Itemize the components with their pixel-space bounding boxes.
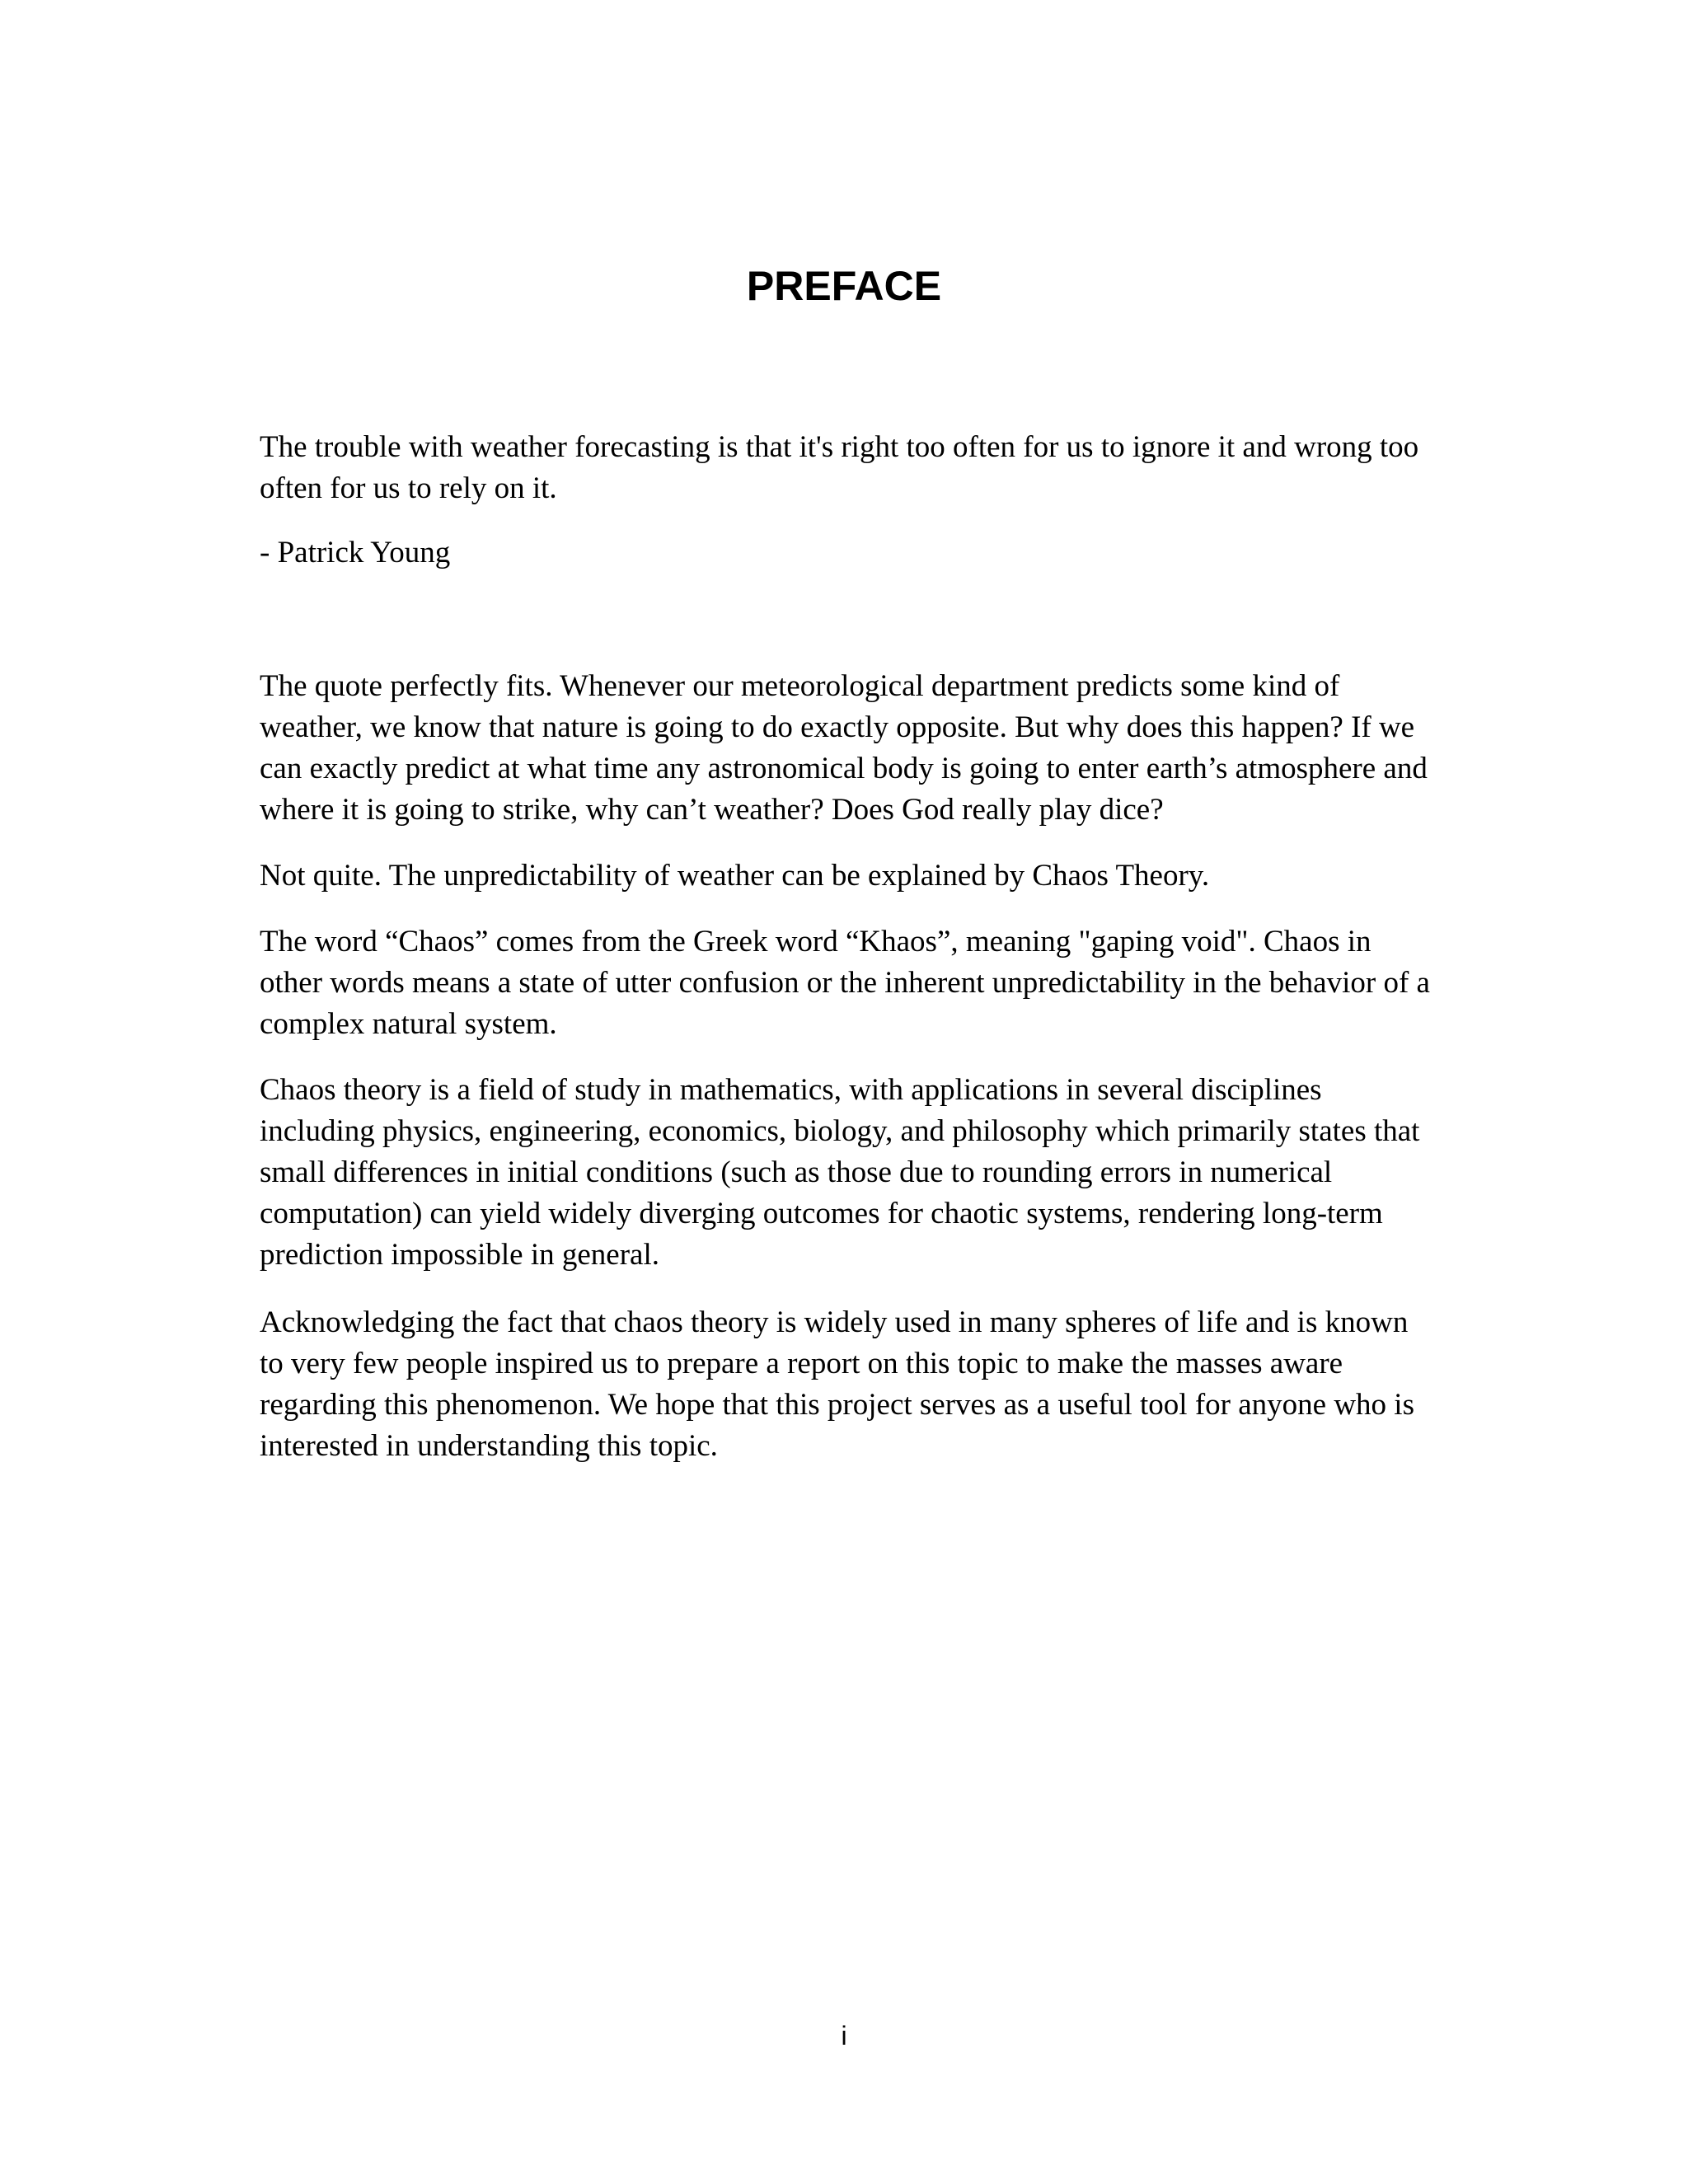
- paragraph-3: The word “Chaos” comes from the Greek word “Khaos”, meaning "gaping void". Chaos in other words means a state of utter confusion or the inherent unpredictability in the behavior of a complex natural system.: [260, 925, 1430, 1041]
- quote-attribution: - Patrick Young: [260, 536, 451, 569]
- page-number: i: [841, 2021, 847, 2050]
- quote-text: The trouble with weather forecasting is that it's right too often for us to ignore it and wrong too often for us to rely on it.: [260, 430, 1419, 505]
- paragraph-5: Acknowledging the fact that chaos theory is widely used in many spheres of life and is known to very few people inspired us to prepare a report on this topic to make the masses aware regarding this phenomenon. We hope that this project serves as a useful tool for anyone who is interested in understanding this topic.: [260, 1305, 1414, 1463]
- paragraph-4: Chaos theory is a field of study in mathematics, with applications in several disciplines including physics, engineering, economics, biology, and philosophy which primarily states that small differences in initial conditions (such as those due to rounding errors in numerical computation) can yield widely diverging outcomes for chaotic systems, rendering long-term prediction impossible in general.: [260, 1073, 1420, 1272]
- paragraph-1: The quote perfectly fits. Whenever our meteorological department predicts some kind of weather, we know that nature is going to do exactly opposite. But why does this happen? If we can exactly predict at what time any astronomical body is going to enter earth’s atmosphere and where it is going to strike, why can’t weather? Does God really play dice?: [260, 669, 1428, 827]
- paragraph-2: Not quite. The unpredictability of weather can be explained by Chaos Theory.: [260, 859, 1210, 893]
- page-title: PREFACE: [746, 263, 942, 309]
